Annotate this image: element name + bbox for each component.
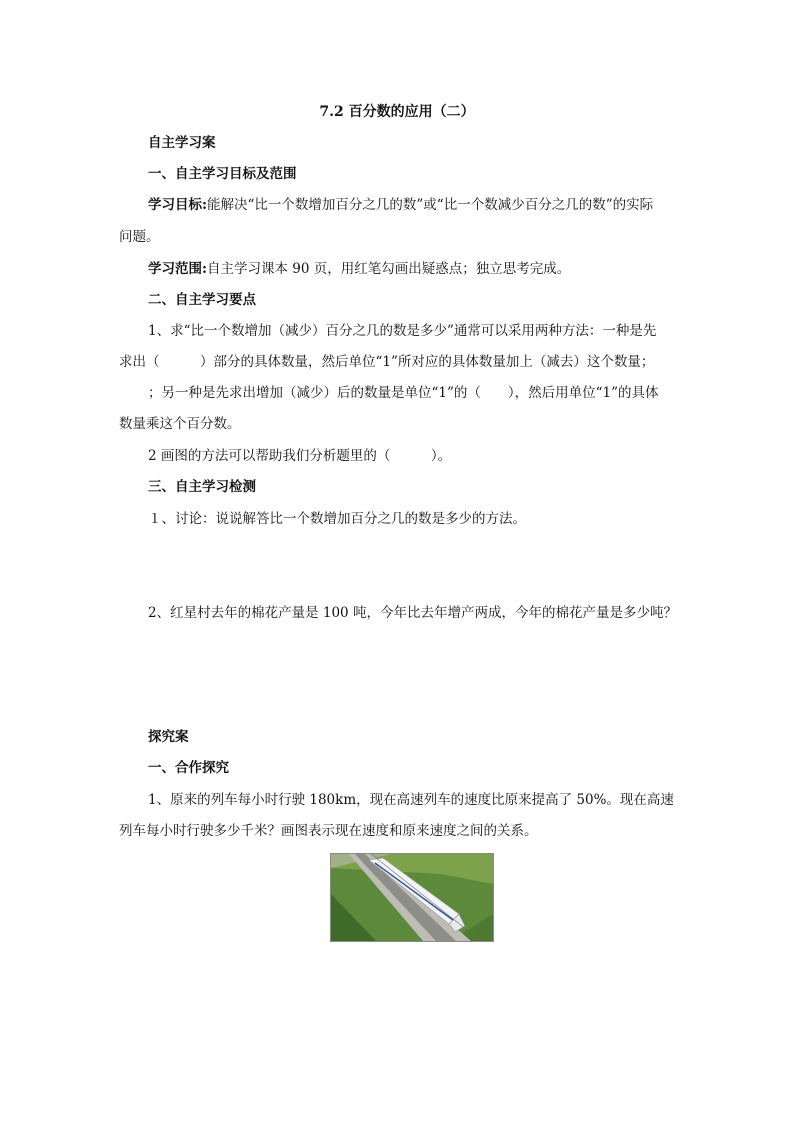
question-2: 2、红星村去年的棉花产量是 100 吨，今年比去年增产两成，今年的棉花产量是多少吨？ (148, 605, 677, 621)
goal-text: 能解决“比一个数增加百分之几的数”或“比一个数减少百分之几的数”的实际 (206, 197, 654, 213)
range-text: 自主学习课本 90 页，用红笔勾画出疑惑点；独立思考完成。 (206, 261, 571, 277)
range-label: 学习范围: (148, 261, 207, 277)
point1-line1: 1、求“比一个数增加（减少）百分之几的数是多少”通常可以采用两种方法：一种是先 (148, 323, 657, 339)
heading-key-points: 二、自主学习要点 (148, 292, 256, 308)
page-title: 7.2 百分数的应用（二） (319, 104, 475, 120)
explore-1-line1: 1、原来的列车每小时行驶 180km，现在高速列车的速度比原来提高了 50%。现在高速 (148, 792, 674, 808)
point1-line2: 求出（ ）部分的具体数量，然后单位“1”所对应的具体数量加上（减去）这个数量； (119, 354, 655, 370)
explore-1-line2: 列车每小时行驶多少千米？画图表示现在速度和原来速度之间的关系。 (119, 823, 538, 839)
heading-self-test: 三、自主学习检测 (148, 479, 256, 495)
point1-line3: ；另一种是先求出增加（减少）后的数量是单位“1”的（ ），然后用单位“1”的具体 (148, 385, 659, 401)
point1-line4: 数量乘这个百分数。 (119, 416, 241, 432)
section-explore-heading: 探究案 (148, 729, 189, 745)
goal-text-continued: 问题。 (119, 229, 160, 245)
high-speed-train-photo (330, 853, 494, 942)
question-1: １、讨论：说说解答比一个数增加百分之几的数是多少的方法。 (148, 511, 526, 527)
goal-label: 学习目标: (148, 197, 207, 213)
train-illustration (331, 854, 493, 941)
point2: 2 画图的方法可以帮助我们分析题里的（ ）。 (148, 448, 452, 464)
goal-paragraph (148, 197, 653, 213)
section-self-study-heading: 自主学习案 (148, 135, 216, 151)
heading-cooperative-explore: 一、合作探究 (148, 760, 229, 776)
heading-goals-scope: 一、自主学习目标及范围 (148, 166, 297, 182)
range-paragraph (148, 261, 570, 277)
